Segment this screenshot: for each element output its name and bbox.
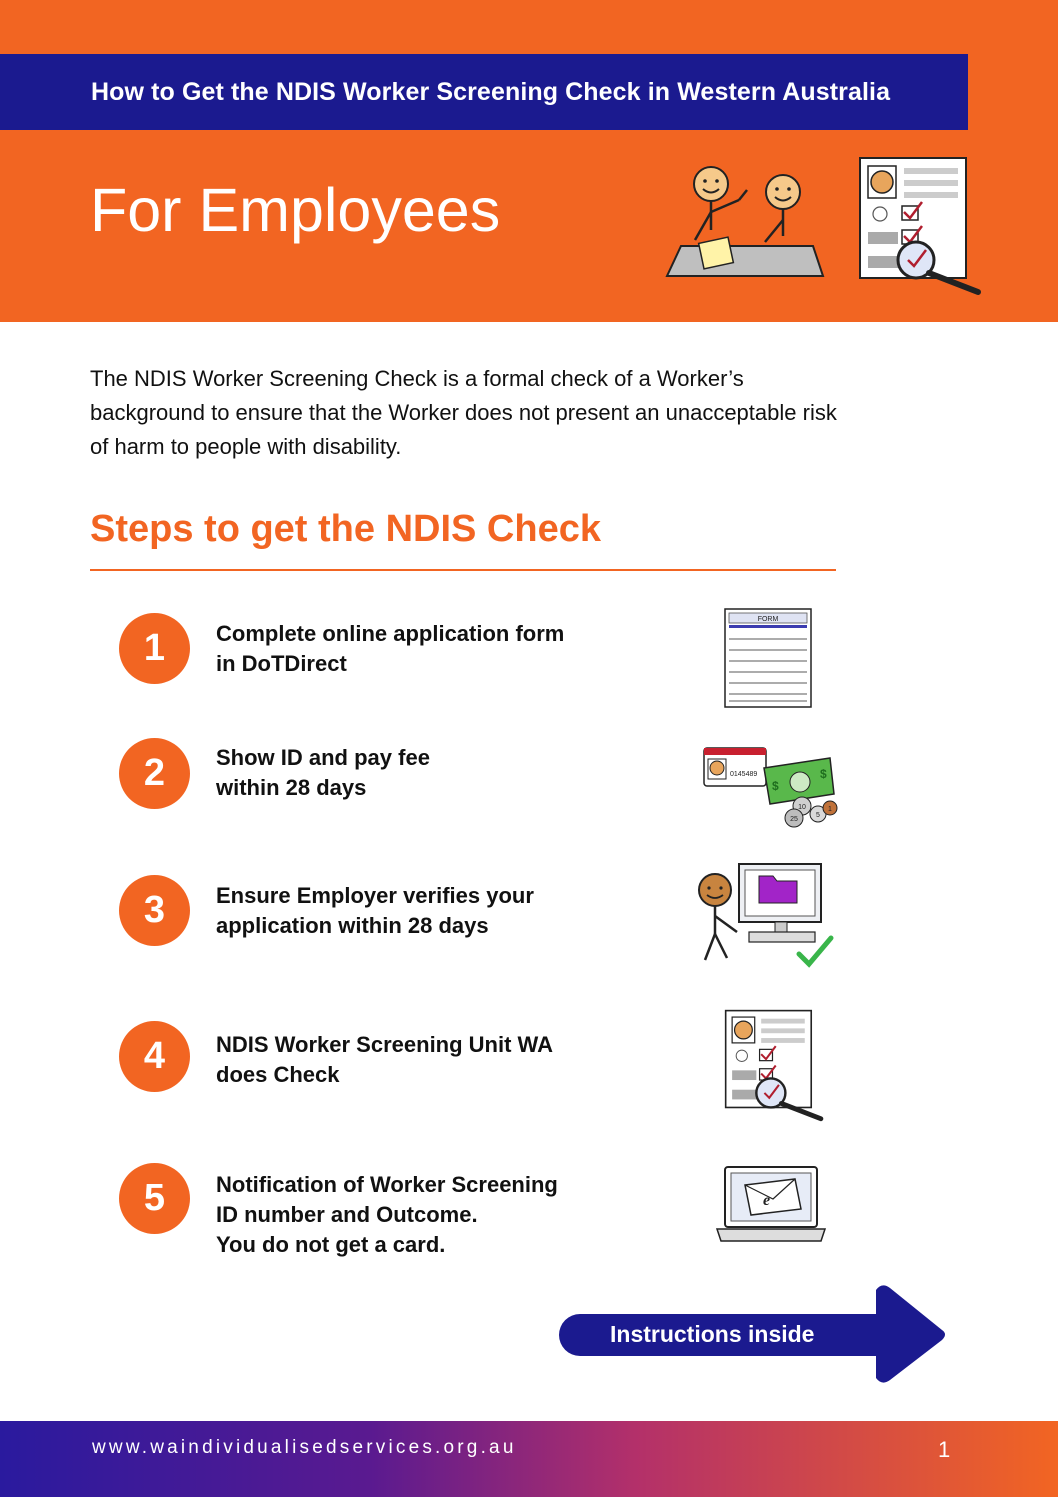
coin-label: 5 bbox=[816, 812, 820, 819]
coin-label: 1 bbox=[828, 806, 832, 813]
heading-divider bbox=[90, 569, 836, 571]
step-text: NDIS Worker Screening Unit WA does Check bbox=[216, 1032, 553, 1087]
coin-label: 25 bbox=[790, 816, 798, 823]
form-heading-text: FORM bbox=[757, 616, 779, 623]
svg-text:$: $ bbox=[772, 779, 779, 793]
person-computer-check-icon bbox=[693, 862, 838, 970]
page-title: For Employees bbox=[90, 176, 501, 244]
checklist-magnifier-icon bbox=[858, 156, 983, 296]
step-number-badge: 2 bbox=[119, 738, 190, 809]
form-icon bbox=[723, 607, 813, 709]
svg-text:$: $ bbox=[820, 767, 827, 781]
people-at-table-icon bbox=[663, 160, 825, 280]
laptop-email-icon bbox=[715, 1165, 827, 1243]
footer-band bbox=[0, 1421, 1058, 1497]
id-number-text: 0145489 bbox=[730, 771, 758, 778]
instructions-inside-label: Instructions inside bbox=[610, 1321, 815, 1347]
intro-paragraph: The NDIS Worker Screening Check is a formal check of a Worker’s background to ensure that the Worker does not present an unacceptable risk of harm to people with disability. bbox=[90, 366, 837, 459]
banner-title: How to Get the NDIS Worker Screening Check in Western Australia bbox=[91, 77, 891, 106]
coin-label: 10 bbox=[798, 804, 806, 811]
step-number-badge: 4 bbox=[119, 1021, 190, 1092]
step-text: Show ID and pay fee within 28 days bbox=[216, 745, 430, 800]
step-number-badge: 3 bbox=[119, 875, 190, 946]
step-text: Ensure Employer verifies your application within 28 days bbox=[216, 883, 534, 938]
footer-url[interactable]: www.waindividualisedservices.org.au bbox=[92, 1437, 517, 1458]
step-number-badge: 1 bbox=[119, 613, 190, 684]
steps-heading: Steps to get the NDIS Check bbox=[90, 508, 601, 550]
step-text: Complete online application form in DoTDirect bbox=[216, 621, 565, 676]
title-bar bbox=[0, 54, 968, 130]
step-text: Notification of Worker Screening ID number and Outcome. You do not get a card. bbox=[216, 1172, 558, 1257]
id-and-money-icon bbox=[702, 746, 838, 828]
step-number-badge: 5 bbox=[119, 1163, 190, 1234]
checklist-magnifier-icon bbox=[723, 1009, 826, 1122]
page-number: 1 bbox=[938, 1437, 951, 1462]
svg-text:e: e bbox=[763, 1192, 771, 1209]
